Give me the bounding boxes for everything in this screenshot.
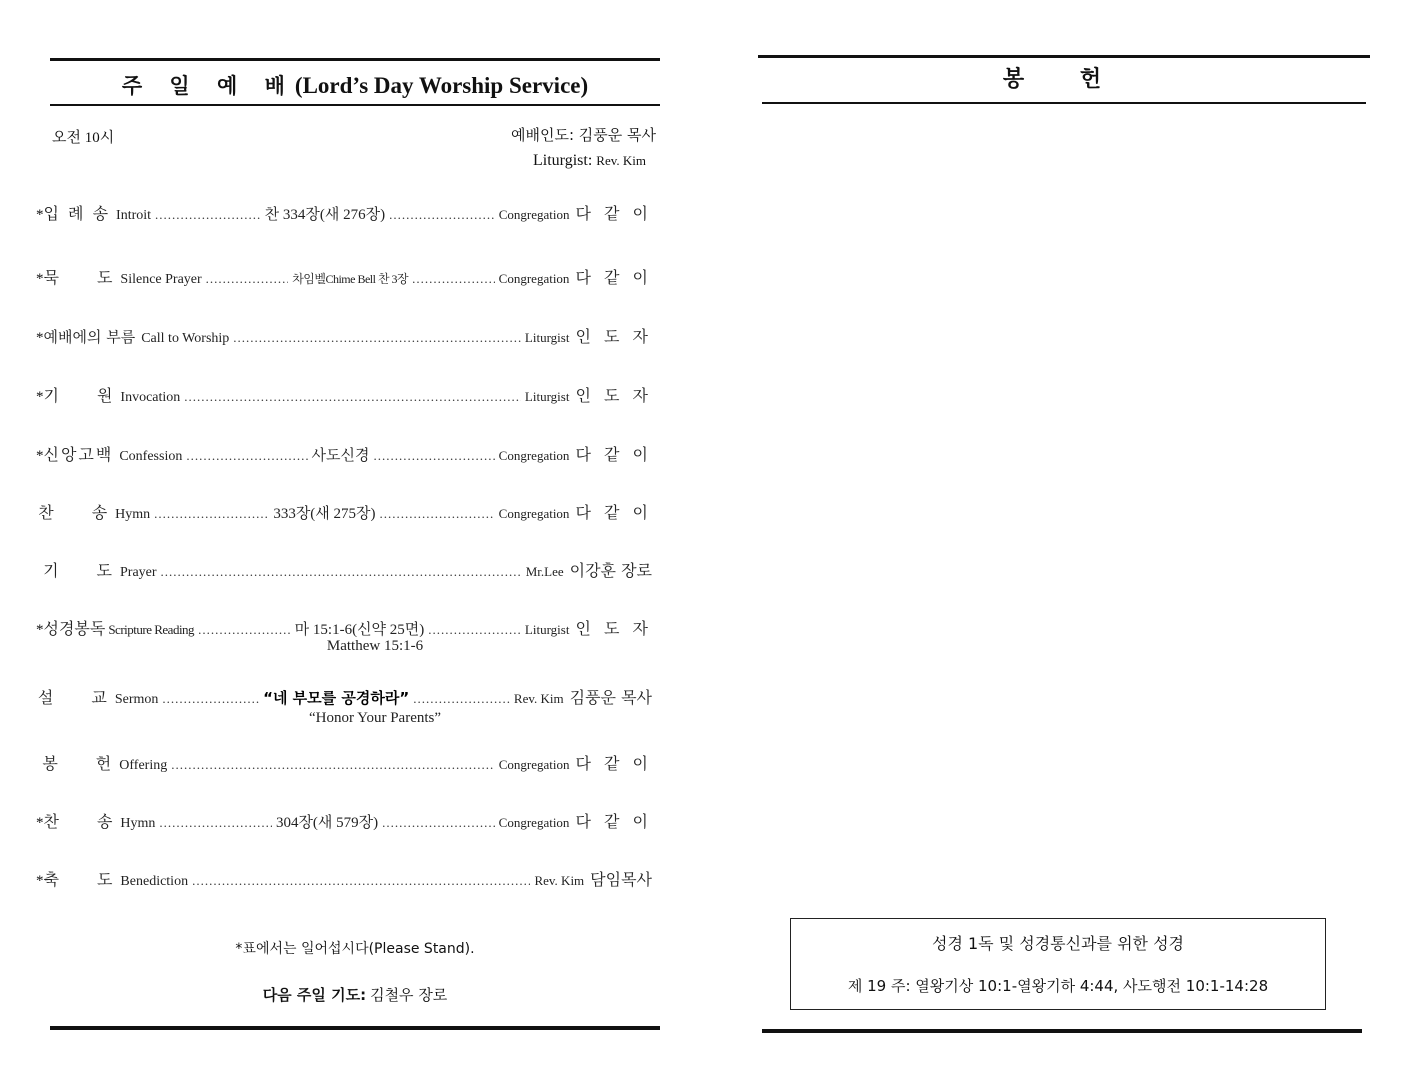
leader-dots <box>154 506 269 522</box>
item-korean-label: 예배에의 부름 <box>43 328 136 346</box>
item-leader-english: Liturgist <box>524 389 570 404</box>
item-english-label: Benediction <box>120 874 189 889</box>
title-english: (Lord’s Day Worship Service) <box>294 73 589 98</box>
item-korean-label: 묵 도 <box>43 268 115 287</box>
item-korean-label: 찬 송 <box>38 503 110 522</box>
title-korean: 주 일 예 배 <box>121 74 295 98</box>
offering-page <box>704 0 1408 1088</box>
order-item-invocation <box>36 383 652 409</box>
item-leader-english: Congregation <box>498 207 570 222</box>
order-item-hymn-2 <box>36 809 652 835</box>
leader-dots <box>186 448 307 464</box>
item-leader-korean: 다 같 이 <box>575 204 652 223</box>
order-item-confession <box>36 442 652 468</box>
top-rule <box>758 55 1370 58</box>
service-leader: 예배인도: 김풍운 목사 <box>510 126 656 144</box>
leader-dots <box>192 873 530 889</box>
order-item-sermon <box>36 685 652 711</box>
leader-dots <box>171 757 494 773</box>
leader-dots <box>161 564 522 580</box>
item-english-label: Scripture Reading <box>108 622 195 637</box>
bible-reading-title: 성경 1독 및 성경통신과를 위한 성경 <box>932 934 1184 953</box>
stand-marker: * <box>36 330 44 346</box>
item-leader-english: Congregation <box>498 815 570 830</box>
leader-dots <box>159 815 272 831</box>
stand-marker: * <box>36 389 44 405</box>
page-title: 봉 헌 <box>1002 67 1126 92</box>
item-korean-label: 기 원 <box>43 386 115 405</box>
item-detail: 333장(새 275장) <box>273 506 376 522</box>
leader-dots <box>389 207 495 223</box>
stand-marker: * <box>36 815 44 831</box>
item-english-label: Introit <box>116 208 152 223</box>
next-prayer-name: 김철우 장로 <box>370 986 448 1004</box>
bottom-rule <box>50 1026 660 1030</box>
item-english-label: Call to Worship <box>141 331 230 346</box>
item-leader-korean: 다 같 이 <box>575 268 652 287</box>
title-underline <box>50 104 660 106</box>
leader-dots <box>233 330 521 346</box>
leader-dots <box>162 691 259 707</box>
liturgist-line <box>533 152 646 170</box>
liturgist-label: Liturgist: <box>533 152 593 169</box>
leader-dots <box>184 389 521 405</box>
stand-note-text: *표에서는 일어섭시다(Please Stand). <box>235 941 475 957</box>
item-leader-korean: 인 도 자 <box>575 386 652 405</box>
stand-marker: * <box>36 448 44 464</box>
item-leader-english: Rev. Kim <box>513 691 564 706</box>
item-leader-korean: 다 같 이 <box>575 445 652 464</box>
item-leader-english: Liturgist <box>524 330 570 345</box>
order-item-hymn-1 <box>36 500 652 526</box>
stand-note <box>50 938 660 958</box>
order-item-introit <box>36 201 652 227</box>
bottom-rule <box>762 1029 1362 1033</box>
item-leader-english: Congregation <box>498 448 570 463</box>
stand-marker: * <box>36 271 44 287</box>
stand-marker: * <box>36 873 44 889</box>
item-english-label: Silence Prayer <box>120 272 202 287</box>
leader-dots <box>206 271 289 287</box>
top-rule <box>50 58 660 61</box>
leader-dots <box>198 622 291 638</box>
next-week-prayer <box>50 984 660 1005</box>
service-time: 오전 10시 <box>52 130 115 146</box>
order-item-call-to-worship <box>36 324 652 350</box>
item-english-label: Confession <box>119 449 183 464</box>
item-english-label: Invocation <box>120 390 181 405</box>
item-detail: 사도신경 <box>311 446 370 464</box>
item-english-label: Prayer <box>120 565 157 580</box>
item-leader-korean: 다 같 이 <box>575 503 652 522</box>
next-prayer-label: 다음 주일 기도: <box>262 986 367 1004</box>
leader-dots <box>413 691 510 707</box>
stand-marker: * <box>36 622 44 638</box>
item-leader-korean: 다 같 이 <box>575 812 652 831</box>
item-leader-korean: 담임목사 <box>590 870 652 889</box>
sermon-english-title: “Honor Your Parents” <box>308 710 442 726</box>
item-korean-label: 축 도 <box>43 870 115 889</box>
item-leader-english: Congregation <box>498 757 570 772</box>
item-korean-label: 신앙고백 <box>43 445 114 464</box>
item-english-label: Offering <box>119 758 168 773</box>
bible-reading-week: 제 19 주: 열왕기상 10:1-열왕기하 4:44, 사도행전 10:1-14:28 <box>847 977 1269 995</box>
order-item-benediction <box>36 867 652 893</box>
sermon-title: “네 부모를 공경하라” <box>263 689 410 707</box>
item-korean-label: 성경봉독 <box>43 619 106 638</box>
scripture-english-reference: Matthew 15:1-6 <box>326 638 424 654</box>
item-leader-english: Congregation <box>498 506 570 521</box>
page-title <box>50 68 660 104</box>
stand-marker: * <box>36 207 44 223</box>
liturgist-name: Rev. Kim <box>596 153 646 168</box>
item-detail: 304장(새 579장) <box>275 815 379 831</box>
title-underline <box>762 102 1366 104</box>
item-detail: 찬 334장(새 276장) <box>264 207 386 223</box>
item-detail: 차임벨Chime Bell 찬 3장 <box>292 272 409 286</box>
leader-dots <box>373 448 494 464</box>
leader-dots <box>380 506 495 522</box>
item-leader-english: Congregation <box>498 271 570 286</box>
item-english-label: Hymn <box>115 507 151 522</box>
item-leader-korean: 인 도 자 <box>575 619 652 638</box>
item-leader-korean: 김풍운 목사 <box>569 688 652 707</box>
item-leader-korean: 다 같 이 <box>575 754 652 773</box>
leader-dots <box>412 271 495 287</box>
item-leader-korean: 이강훈 장로 <box>569 561 652 580</box>
item-english-label: Sermon <box>114 692 159 707</box>
item-korean-label: 입 례 송 <box>43 204 111 223</box>
item-leader-english: Rev. Kim <box>534 873 585 888</box>
item-detail: 마 15:1-6(신약 25면) <box>294 622 425 638</box>
leader-dots <box>155 207 261 223</box>
item-english-label: Hymn <box>120 816 156 831</box>
leader-dots <box>428 622 521 638</box>
leader-dots <box>382 815 495 831</box>
item-leader-korean: 인 도 자 <box>575 327 652 346</box>
item-korean-label: 기 도 <box>43 561 114 580</box>
item-korean-label: 찬 송 <box>43 812 115 831</box>
item-korean-label: 봉 헌 <box>42 754 114 773</box>
order-item-silence-prayer <box>36 265 652 291</box>
item-korean-label: 설 교 <box>37 688 109 707</box>
order-item-offering <box>36 751 652 777</box>
order-item-prayer <box>36 558 652 584</box>
item-leader-english: Liturgist <box>524 622 570 637</box>
item-leader-english: Mr.Lee <box>525 564 564 579</box>
bible-reading-box <box>790 918 1326 1010</box>
